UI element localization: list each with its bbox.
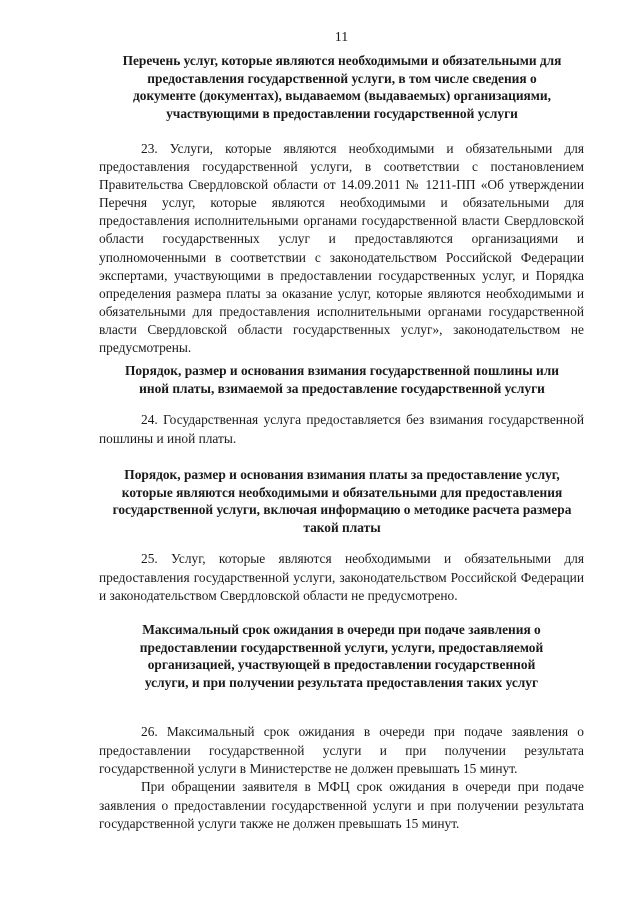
- section-heading-service-fee: Порядок, размер и основания взимания платы за предоставление услуг, которые являются необходимыми и обязательными для предоставления государственной услуги, включая информацию о методике расчета размера такой платы: [112, 467, 572, 535]
- paragraph-26: 26. Максимальный срок ожидания в очереди при подаче заявления о предоставлении государственной услуги и при получении результата государственной услуги в Министерстве не должен превышать 15 минут.: [99, 724, 584, 776]
- paragraph-23: 23. Услуги, которые являются необходимыми и обязательными для предоставления государственной услуги, в соответствии с постановлением Правительства Свердловской области от 14.09.2011 № 1211-ПП «Об утверждении Перечня услуг, которые являются необходимыми и обязательными для предоставления исполнительными органами государственной власти Свердловской области государственных услуг и предоставляются организациями и уполномоченными в соответствии с законодательством Российской Федерации экспертами, участвующими в предоставлении государственных услуг, и Порядка определения размера платы за оказание услуг, которые являются необходимыми и обязательными для предоставления исполнительными органами государственной власти Свердловской области государственных услуг», законодательством не предусмотрены.: [99, 141, 584, 356]
- paragraph-25: 25. Услуг, которые являются необходимыми и обязательными для предоставления государственной услуги, законодательством Российской Федерации и законодательством Свердловской области не предусмотрено.: [99, 551, 584, 603]
- section-heading-queue-time: Максимальный срок ожидания в очереди при подаче заявления о предоставлении государственной услуги, услуги, предоставляемой организацией, участвующей в предоставлении государственной услуги, и при получении результата предоставления таких услуг: [139, 622, 544, 690]
- page-number: 11: [334, 30, 349, 45]
- section-heading-state-fee: Порядок, размер и основания взимания государственной пошлины или иной платы, взимаемой за предоставление государственной услуги: [125, 363, 559, 396]
- section-heading-services-list: Перечень услуг, которые являются необходимыми и обязательными для предоставления государственной услуги, в том числе сведения о документе (документах), выдаваемом (выдаваемых) организациями, участвующими в предоставлении государственной услуги: [122, 53, 562, 121]
- paragraph-26-mfc: При обращении заявителя в МФЦ срок ожидания в очереди при подаче заявления о предоставлении государственной услуги и при получении результата государственной услуги также не должен превышать 15 минут.: [99, 779, 584, 831]
- paragraph-24: 24. Государственная услуга предоставляется без взимания государственной пошлины и иной платы.: [99, 412, 584, 446]
